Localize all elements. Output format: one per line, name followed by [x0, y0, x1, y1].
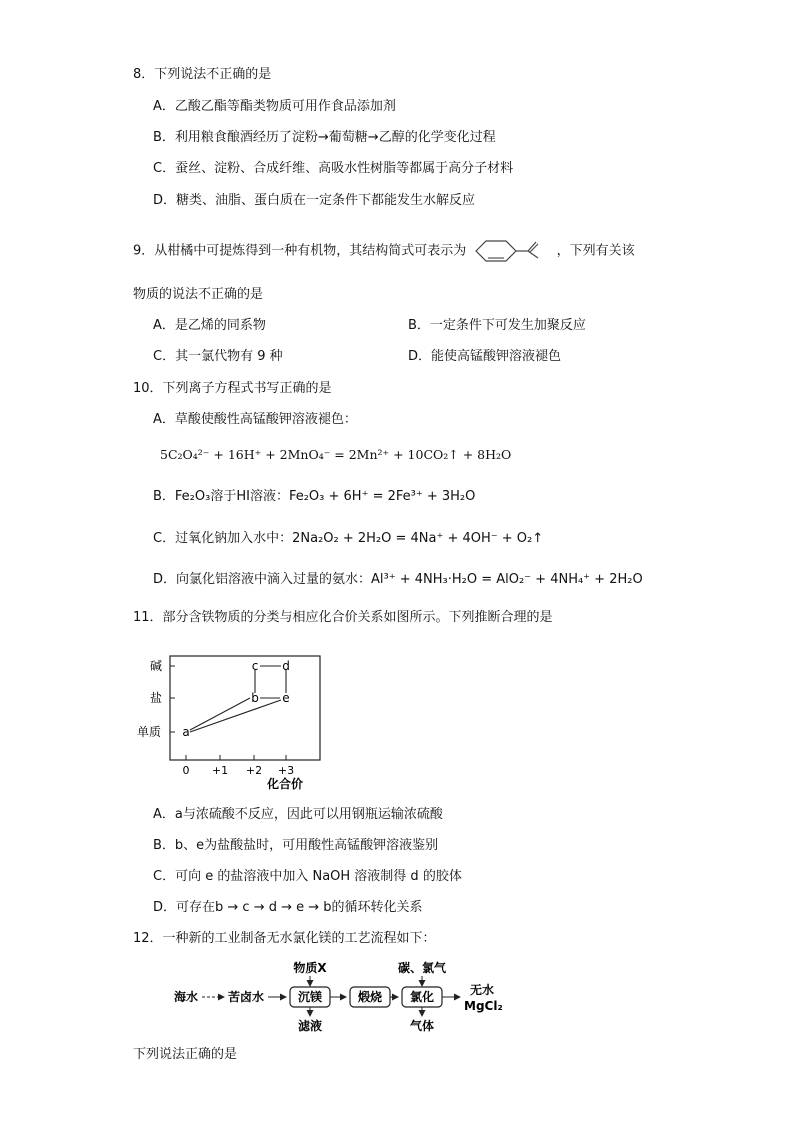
flow-product-line2: MgCl₂	[464, 999, 503, 1013]
q9-option-c: C．其一氯代物有 9 种	[153, 349, 283, 364]
y-label-element: 单质	[137, 725, 162, 739]
flow-product-line1: 无水	[470, 983, 495, 997]
q9-stem-a: 9．从柑橘中可提炼得到一种有机物，其结构简式可表示为	[133, 243, 467, 259]
q8-option-a: A．乙酸乙酯等酯类物质可用作食品添加剂	[153, 99, 396, 114]
y-label-salt: 盐	[150, 691, 163, 705]
q8-option-c: C．蚕丝、淀粉、合成纤维、高吸水性树脂等都属于高分子材料	[153, 161, 514, 176]
iron-valence-chart	[137, 646, 340, 792]
flow-step-precipitate: 沉镁	[297, 990, 323, 1004]
point-d: d	[282, 659, 290, 673]
flow-output-gas: 气体	[409, 1019, 435, 1033]
flow-input-carbon-chlorine: 碳、氯气	[397, 961, 447, 975]
flow-step-chlorinate: 氯化	[409, 990, 435, 1004]
q12-tail: 下列说法正确的是	[133, 1047, 238, 1062]
q8-option-b: B．利用粮食酿酒经历了淀粉→葡萄糖→乙醇的化学变化过程	[153, 130, 496, 145]
y-label-base: 碱	[150, 659, 163, 673]
q8-stem: 8．下列说法不正确的是	[133, 67, 272, 82]
flow-seawater: 海水	[174, 990, 199, 1004]
x-label-3: +3	[277, 764, 295, 777]
flow-step-calcine: 煅烧	[357, 990, 383, 1004]
q10-option-c: C．过氧化钠加入水中：2Na₂O₂ + 2H₂O = 4Na⁺ + 4OH⁻ + O₂↑	[153, 531, 544, 546]
q8-option-d: D．糖类、油脂、蛋白质在一定条件下都能发生水解反应	[153, 193, 476, 208]
q11-option-a: A．a与浓硫酸不反应，因此可以用钢瓶运输浓硫酸	[153, 807, 443, 822]
q11-stem: 11．部分含铁物质的分类与相应化合价关系如图所示。下列推断合理的是	[133, 610, 553, 625]
q9-stem-first	[133, 237, 635, 265]
q10-stem: 10．下列离子方程式书写正确的是	[133, 381, 332, 396]
x-label-2: +2	[245, 764, 263, 777]
q9-option-d: D．能使高锰酸钾溶液褪色	[408, 349, 562, 364]
q9-stem-c: 物质的说法不正确的是	[133, 287, 264, 302]
q9-option-b: B．一定条件下可发生加聚反应	[408, 318, 586, 333]
q10-option-a-equation: 5C₂O₄²⁻ + 16H⁺ + 2MnO₄⁻ = 2Mn²⁺ + 10CO₂↑ + 8H₂O	[160, 447, 512, 462]
q10-option-a: A．草酸使酸性高锰酸钾溶液褪色：	[153, 412, 357, 427]
process-flow-diagram	[170, 958, 510, 1034]
x-axis-title: 化合价	[266, 777, 304, 791]
flow-brine: 苦卤水	[228, 990, 265, 1004]
point-b: b	[251, 691, 259, 705]
q10-option-b: B．Fe₂O₃溶于HI溶液：Fe₂O₃ + 6H⁺ = 2Fe³⁺ + 3H₂O	[153, 489, 476, 504]
point-c: c	[251, 659, 259, 673]
x-label-0: 0	[182, 764, 190, 777]
point-e: e	[282, 691, 290, 705]
q11-option-b: B．b、e为盐酸盐时，可用酸性高锰酸钾溶液鉴别	[153, 838, 439, 853]
q12-stem: 12．一种新的工业制备无水氯化镁的工艺流程如下：	[133, 931, 436, 946]
q9-option-a: A．是乙烯的同系物	[153, 318, 266, 333]
q11-option-d: D．可存在b → c → d → e → b的循环转化关系	[153, 900, 423, 915]
point-a: a	[182, 725, 190, 739]
x-label-1: +1	[211, 764, 229, 777]
flow-output-filtrate: 滤液	[297, 1019, 323, 1033]
q9-stem-b: ，下列有关该	[556, 243, 635, 259]
q11-option-c: C．可向 e 的盐溶液中加入 NaOH 溶液制得 d 的胶体	[153, 869, 462, 884]
q10-option-d: D．向氯化铝溶液中滴入过量的氨水：Al³⁺ + 4NH₃·H₂O = AlO₂⁻ + 4NH₄⁺ + 2H₂O	[153, 572, 643, 587]
chart-frame	[170, 656, 320, 760]
flow-input-substance-x: 物质X	[293, 961, 327, 975]
structure-formula-icon	[472, 237, 550, 265]
